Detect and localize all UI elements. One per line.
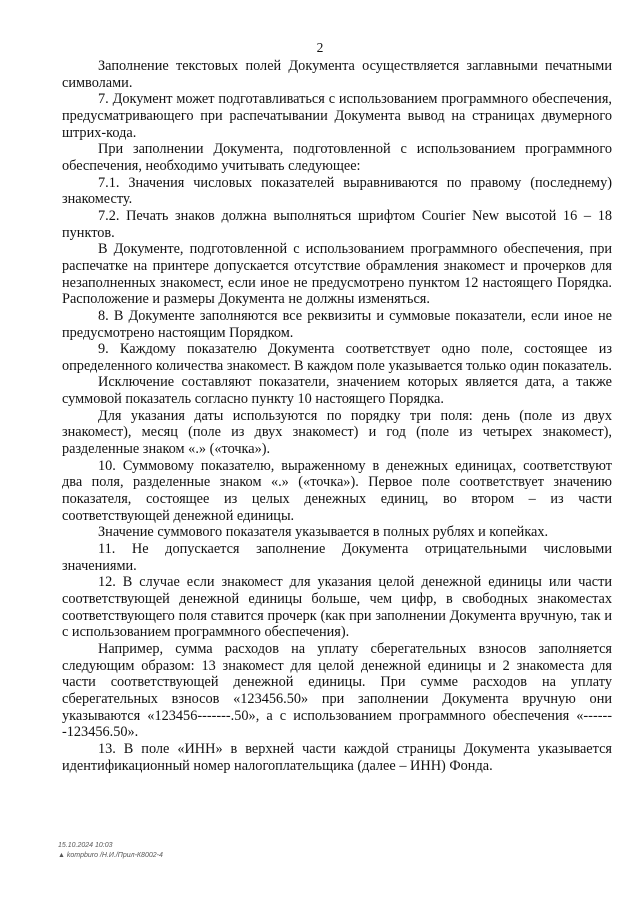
paragraph-printing-frames: В Документе, подготовленной с использованием программного обеспечения, при распечатке на принтере допускается отсутствие обрамления знакомест и прочерков для незаполненных знакомест, если иное не предусмотрено пунктом 12 настоящего Порядка. Расположение и размеры Документа не должны изменяться. bbox=[62, 241, 612, 308]
paragraph-12: 12. В случае если знакомест для указания целой денежной единицы или части соответствующей денежной единицы больше, чем цифр, в свободных знакоместах соответствующего поля ставится прочерк (как при заполнении Документа вручную, так и с использованием программного обеспечения). bbox=[62, 574, 612, 641]
paragraph-date-fields: Для указания даты используются по порядку три поля: день (поле из двух знакомест), месяц (поле из двух знакомест) и год (поле из четырех знакомест), разделенные знаком «.» («точка»). bbox=[62, 407, 612, 458]
document-body bbox=[62, 58, 612, 774]
paragraph-7-1: 7.1. Значения числовых показателей выравниваются по правому (последнему) знакоместу. bbox=[62, 174, 612, 208]
paragraph-13: 13. В поле «ИНН» в верхней части каждой страницы Документа указывается идентификационный номер налогоплательщика (далее – ИНН) Фонда. bbox=[62, 740, 612, 774]
page-number: 2 bbox=[316, 40, 324, 55]
paragraph-9: 9. Каждому показателю Документа соответствует одно поле, состоящее из определенного количества знакомест. В каждом поле указывается только один показатель. bbox=[62, 341, 612, 374]
paragraph-example: Например, сумма расходов на уплату сберегательных взносов заполняется следующим образом: 13 знакомест для целой денежной единицы и 2 знакоместа для части соответствующей денежной единицы. При сумме расходов на уплату сберегательных взносов «123456.50» при заполнении Документа вручную они указываются «123456-------.50», а с использованием программного обеспечения «-------123456.50». bbox=[62, 640, 612, 741]
paragraph-7: 7. Документ может подготавливаться с использованием программного обеспечения, предусматривающего при распечатывании Документа вывод на страницах двумерного штрих-кода. bbox=[62, 91, 612, 141]
footer-timestamp: 15.10.2024 10:03 bbox=[58, 842, 113, 849]
paragraph-software-preparation: При заполнении Документа, подготовленной с использованием программного обеспечения, необходимо учитывать следующее: bbox=[62, 141, 612, 174]
paragraph-7-2: 7.2. Печать знаков должна выполняться шрифтом Courier New высотой 16 – 18 пунктов. bbox=[62, 207, 612, 241]
paragraph-11: 11. Не допускается заполнение Документа отрицательными числовыми значениями. bbox=[62, 541, 612, 574]
paragraph-10: 10. Суммовому показателю, выраженному в денежных единицах, соответствуют два поля, разделенные знаком «.» («точка»). Первое поле соответствует значению показателя, состоящее из целых денежных единиц, во втором – из части соответствующей денежной единицы. bbox=[62, 457, 612, 524]
paragraph-8: 8. В Документе заполняются все реквизиты и суммовые показатели, если иное не предусмотрено настоящим Порядком. bbox=[62, 307, 612, 341]
paragraph-exceptions: Исключение составляют показатели, значением которых является дата, а также суммовой показатель согласно пункту 10 настоящего Порядка. bbox=[62, 374, 612, 408]
footer-file-path: ▲ kompburo /Н.И./Прил-К8002-4 bbox=[58, 852, 163, 859]
paragraph-rubles-kopecks: Значение суммового показателя указывается в полных рублях и копейках. bbox=[98, 524, 549, 541]
paragraph-text-fields-capitals: Заполнение текстовых полей Документа осуществляется заглавными печатными символами. bbox=[62, 58, 612, 91]
